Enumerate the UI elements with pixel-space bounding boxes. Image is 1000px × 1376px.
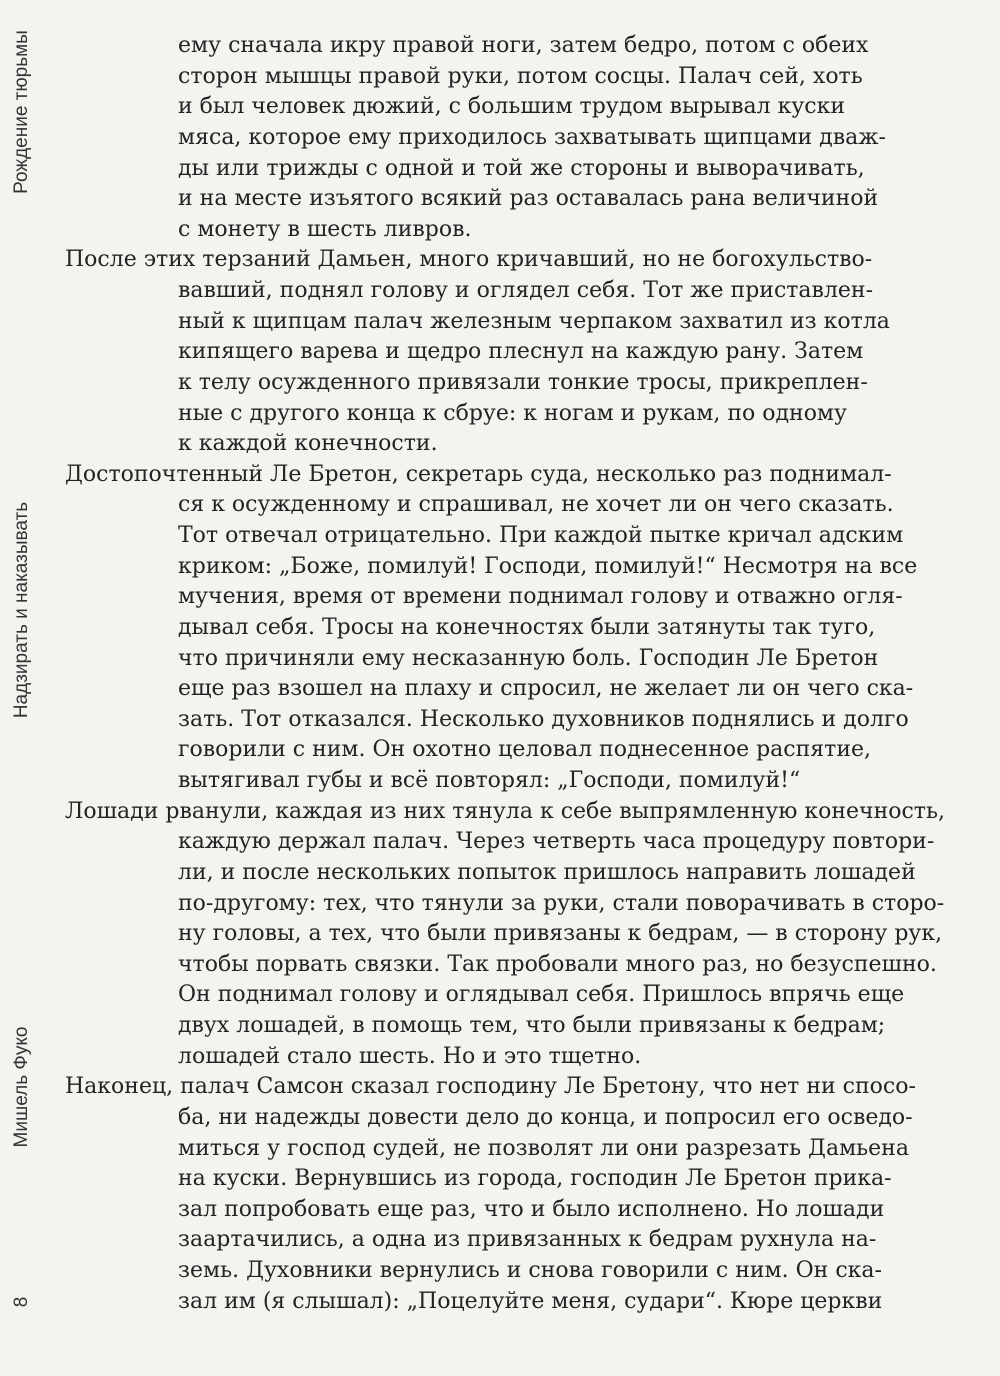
text-line: двух лошадей, в помощь тем, что были привязаны к бедрам;	[178, 1013, 886, 1038]
paragraph-continued	[0, 31, 1000, 245]
text-line: ему сначала икру правой ноги, затем бедро, потом с обеих	[178, 33, 869, 58]
running-head-author: Мишель Фуко	[11, 1026, 32, 1148]
text-line: ну головы, а тех, что были привязаны к бедрам, — в сторону рук,	[178, 921, 943, 947]
text-line: говорили с ним. Он охотно целовал поднесенное распятие,	[178, 737, 872, 763]
paragraph-first-line: Наконец, палач Самсон сказал господину Ле Бретону, что нет ни спосо-	[65, 1074, 916, 1100]
text-line: криком: „Боже, помилуй! Господи, помилуй!“ Несмотря на все	[178, 553, 918, 579]
paragraph-first-line: Лошади рванули, каждая из них тянула к себе выпрямленную конечность,	[65, 798, 945, 824]
text-line: заартачились, а одна из привязанных к бедрам рухнула на-	[178, 1227, 877, 1253]
text-line: ба, ни надежды довести дело до конца, и попросил его осведо-	[178, 1104, 913, 1130]
text-line: вытягивал губы и всё повторял: „Господи, помилуй!“	[178, 768, 801, 793]
text-line: и на месте изъятого всякий раз оставалась рана величиной	[178, 186, 879, 212]
paragraph-2	[0, 245, 1000, 459]
text-line: что причиняли ему несказанную боль. Господин Ле Бретон	[178, 645, 879, 671]
paragraph-5	[0, 1072, 1000, 1317]
text-line: зал попробовать еще раз, что и было исполнено. Но лошади	[178, 1196, 885, 1222]
text-line: к каждой конечности.	[178, 431, 438, 457]
text-line: зать. Тот отказался. Несколько духовников поднялись и долго	[178, 706, 909, 732]
text-line: на куски. Вернувшись из города, господин Ле Бретон прика-	[178, 1166, 892, 1192]
body-text	[0, 31, 1000, 1317]
text-line: ся к осужденному и спрашивал, не хочет ли он чего сказать.	[178, 492, 894, 518]
text-line: дывал себя. Тросы на конечностях были затянуты так туго,	[178, 614, 876, 640]
text-line: еще раз взошел на плаху и спросил, не желает ли он чего ска-	[178, 676, 914, 702]
text-line: кипящего варева и щедро плеснул на каждую рану. Затем	[178, 339, 864, 365]
text-line: мучения, время от времени поднимал голову и отважно огля-	[178, 584, 903, 610]
text-line: сторон мышцы правой руки, потом сосцы. Палач сей, хоть	[178, 63, 863, 89]
text-line: Тот отвечал отрицательно. При каждой пытке кричал адским	[178, 523, 904, 548]
text-line: вавший, поднял голову и оглядел себя. Тот же приставлен-	[178, 278, 874, 303]
text-line: лошадей стало шесть. Но и это тщетно.	[178, 1043, 642, 1069]
running-head-book-title: Надзирать и наказывать	[11, 501, 32, 719]
text-line: к телу осужденного привязали тонкие тросы, прикреплен-	[178, 369, 868, 395]
page-number: 8	[11, 1296, 32, 1308]
text-line: зал им (я слышал): „Поцелуйте меня, судари“. Кюре церкви	[178, 1288, 883, 1314]
text-line: по-другому: тех, что тянули за руки, стали поворачивать в сторо-	[178, 890, 945, 916]
paragraph-4	[0, 797, 1000, 1073]
text-line: ли, и после нескольких попыток пришлось направить лошадей	[178, 859, 916, 885]
text-line: каждую держал палач. Через четверть часа процедуру повтори-	[178, 829, 935, 855]
text-line: мяса, которое ему приходилось захватывать щипцами дваж-	[178, 124, 886, 150]
text-line: и был человек дюжий, с большим трудом вырывал куски	[178, 94, 846, 120]
text-line: ные с другого конца к сбруе: к ногам и рукам, по одному	[178, 400, 847, 426]
running-head-section-title: Рождение тюрьмы	[11, 30, 32, 194]
text-line: ный к щипцам палач железным черпаком захватил из котла	[178, 308, 890, 334]
text-line: земь. Духовники вернулись и снова говорили с ним. Он ска-	[178, 1258, 882, 1283]
paragraph-first-line: Достопочтенный Ле Бретон, секретарь суда, несколько раз поднимал-	[65, 461, 892, 487]
paragraph-first-line: После этих терзаний Дамьен, много кричавший, но не богохульство-	[65, 247, 873, 273]
text-line: миться у господ судей, не позволят ли они разрезать Дамьена	[178, 1135, 909, 1161]
paragraph-3	[0, 460, 1000, 797]
text-line: ды или трижды с одной и той же стороны и выворачивать,	[178, 155, 865, 181]
text-line: Он поднимал голову и оглядывал себя. Пришлось впрячь еще	[178, 982, 905, 1008]
text-line: чтобы порвать связки. Так пробовали много раз, но безуспешно.	[178, 951, 937, 977]
text-line: с монету в шесть ливров.	[178, 216, 472, 242]
